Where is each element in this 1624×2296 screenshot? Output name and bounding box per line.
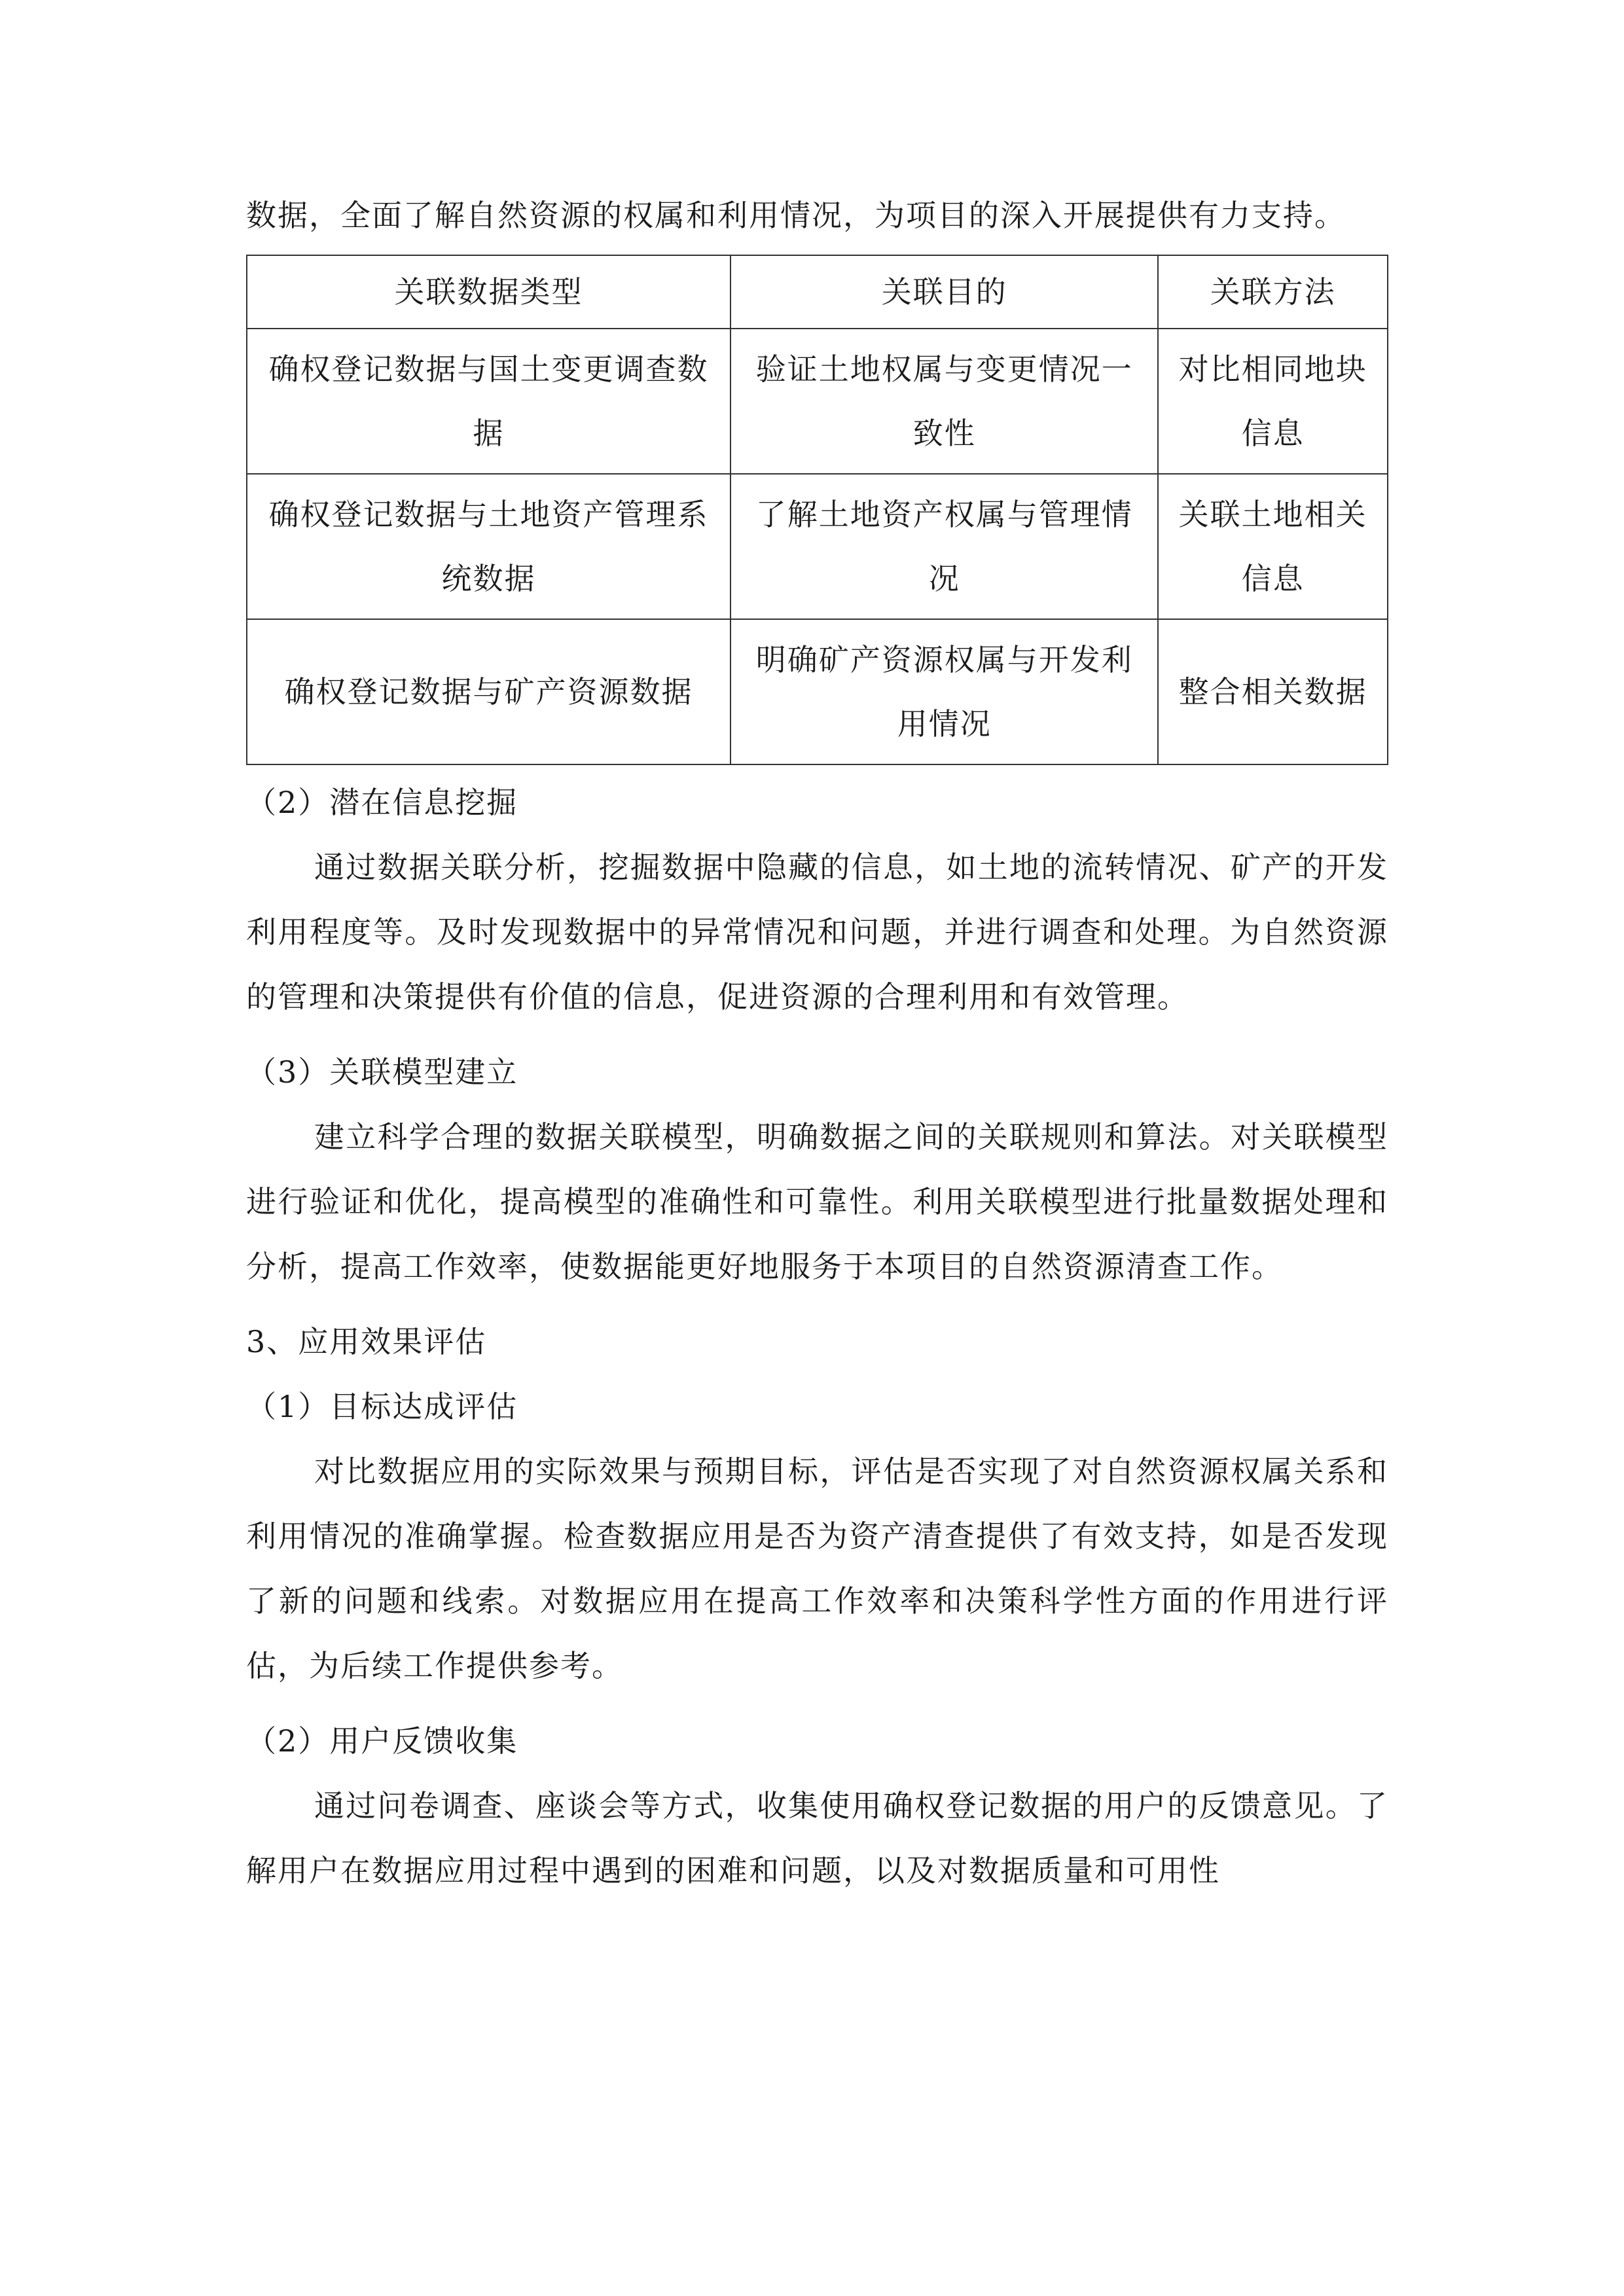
section-heading-goal-assessment: （1）目标达成评估 (246, 1389, 518, 1424)
table-cell: 确权登记数据与国土变更调查数据 (247, 329, 731, 474)
table-row (247, 619, 1388, 764)
section-heading-evaluation: 3、应用效果评估 (246, 1324, 487, 1359)
intro-paragraph: 数据，全面了解自然资源的权属和利用情况，为项目的深入开展提供有力支持。 (246, 198, 1346, 233)
table-row (247, 329, 1388, 474)
header-purpose: 关联目的 (731, 255, 1158, 329)
section-body-goal-assessment: 对比数据应用的实际效果与预期目标，评估是否实现了对自然资源权属关系和利用情况的准确掌握。检查数据应用是否为资产清查提供了有效支持，如是否发现了新的问题和线索。对数据应用在提高工作效率和决策科学性方面的作用进行评估，为后续工作提供参考。 (246, 1454, 1388, 1683)
table-cell: 了解土地资产权属与管理情况 (731, 474, 1158, 619)
section-heading-user-feedback: （2）用户反馈收集 (246, 1723, 518, 1759)
document-page (246, 183, 1388, 1903)
table-cell: 确权登记数据与矿产资源数据 (247, 619, 731, 764)
association-table (246, 255, 1388, 765)
table-cell: 对比相同地块信息 (1158, 329, 1388, 474)
table-cell: 整合相关数据 (1158, 619, 1388, 764)
section-body-latent-info: 通过数据关联分析，挖掘数据中隐藏的信息，如土地的流转情况、矿产的开发利用程度等。及时发现数据中的异常情况和问题，并进行调查和处理。为自然资源的管理和决策提供有价值的信息，促进资源的合理利用和有效管理。 (246, 850, 1388, 1014)
table-cell: 确权登记数据与土地资产管理系统数据 (247, 474, 731, 619)
table-header-row (247, 255, 1388, 329)
header-method: 关联方法 (1158, 255, 1388, 329)
header-data-type: 关联数据类型 (247, 255, 731, 329)
table-cell: 明确矿产资源权属与开发利用情况 (731, 619, 1158, 764)
table-cell: 验证土地权属与变更情况一致性 (731, 329, 1158, 474)
table-cell: 关联土地相关信息 (1158, 474, 1388, 619)
section-heading-model: （3）关联模型建立 (246, 1054, 518, 1090)
table-row (247, 474, 1388, 619)
section-body-model: 建立科学合理的数据关联模型，明确数据之间的关联规则和算法。对关联模型进行验证和优化，提高模型的准确性和可靠性。利用关联模型进行批量数据处理和分析，提高工作效率，使数据能更好地服务于本项目的自然资源清查工作。 (246, 1119, 1388, 1284)
section-body-user-feedback: 通过问卷调查、座谈会等方式，收集使用确权登记数据的用户的反馈意见。了解用户在数据应用过程中遇到的困难和问题，以及对数据质量和可用性 (246, 1788, 1388, 1888)
section-heading-latent-info: （2）潜在信息挖掘 (246, 785, 518, 820)
